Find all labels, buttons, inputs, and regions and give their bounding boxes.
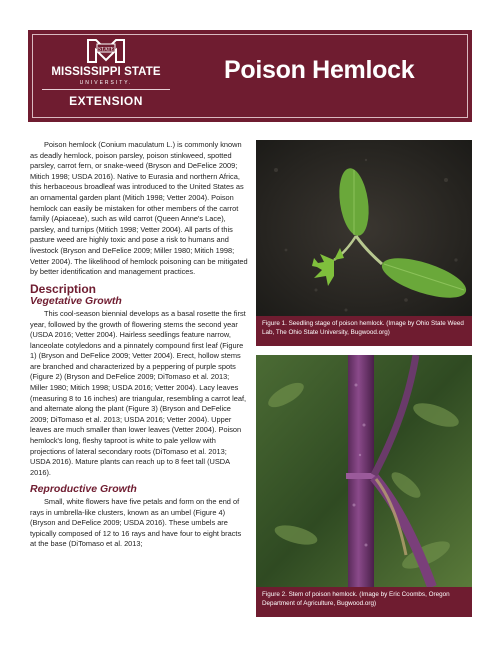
msu-extension-logo bbox=[38, 34, 174, 114]
vegetative-paragraph: This cool-season biennial develops as a basal rosette the first year, followed by the growth of flowering stems the second year (USDA 2016; Vetter 2004). Hairless seedlings feature narrow, lanceolate cotyledons and a pinnately compound first leaf (Figure 1) (Bryson and DeFelice 2009; Vetter 2004). Erect, hollow stems are branched and characterized by a peppering of purple spots (Figure 2) (Bryson and DeFelice 2009; DiTomaso et al. 2013; Miller 1980; Mitich 1998; USDA 2016; Vetter 2004). Lacy leaves (measuring 8 to 16 inches) are triangular, resembling a carrot leaf, and alternate along the plant (Figure 3) (Bryson and DeFelice 2009; DiTomaso et al. 2013; USDA 2016; Vetter 2004). Upper leaves are much smaller than lower leaves (Vetter 2004). Poison hemlock's long, fleshy taproot is white to pale yellow with projections of lateral secondary roots (DiTomaso et al. 2013; USDA 2016). Mature plants can reach up to 8 feet tall (USDA 2016). bbox=[30, 308, 247, 477]
figure-2-caption: Figure 2. Stem of poison hemlock. (Image by Eric Coombs, Oregon Department of Agriculture, Bugwood.org) bbox=[256, 587, 472, 617]
seedling-image-icon bbox=[256, 140, 472, 316]
heading-reproductive-growth: Reproductive Growth bbox=[30, 483, 137, 496]
figure-1-caption: Figure 1. Seedling stage of poison hemlock. (Image by Ohio State Weed Lab, The Ohio State University, Bugwood.org) bbox=[256, 316, 472, 346]
document-title: Poison Hemlock bbox=[224, 56, 415, 84]
header-banner bbox=[28, 30, 472, 122]
logo-extension-text: EXTENSION bbox=[69, 94, 143, 108]
logo-divider bbox=[42, 89, 170, 90]
logo-university-text: MISSISSIPPI STATE bbox=[51, 66, 161, 78]
logo-shield-text: STATE bbox=[97, 46, 115, 53]
heading-vegetative-growth: Vegetative Growth bbox=[30, 295, 122, 308]
msu-m-logo-icon bbox=[86, 38, 126, 64]
heading-description: Description bbox=[30, 281, 97, 296]
reproductive-paragraph: Small, white flowers have five petals and form on the end of rays in umbrella-like clusters, known as an umbel (Figure 4) (Bryson and DeFelice 2009; USDA 2016). These umbels are typically composed of 12 to 16 rays and have four to eight bracts at the base (DiTomaso et al. 2013; bbox=[30, 497, 242, 549]
figure-1-seedling-photo bbox=[256, 140, 472, 316]
main-text-column bbox=[30, 140, 248, 556]
intro-paragraph: Poison hemlock (Conium maculatum L.) is commonly known as deadly hemlock, poison parsley, poison stinkweed, spotted parsley, carrot fern, or snake-weed (Bryson and DeFelice 2009; Mitich 1998; USDA 2016). Native to Eurasia and northern Africa, this herbaceous broadleaf was introduced to the United States as an ornamental garden plant (Mitich 1998; Vetter 2004). Poison hemlock can easily be mistaken for other members of the carrot family (Apiaceae), such as wild carrot (Queen Anne's Lace), parsley, and turnips (Mitich 1998; Vetter 2004). All parts of this pasture weed are highly toxic and pose a risk to humans and livestock (Bryson and DeFelice 2009; Miller 1980; Mitich 1998; Vetter 2004). The likelihood of hemlock poisoning can be mitigated by better identification and management practices. bbox=[30, 140, 248, 277]
logo-subtitle-text: UNIVERSITY. bbox=[79, 80, 133, 86]
stem-image-icon bbox=[256, 355, 472, 587]
figure-2-stem-photo bbox=[256, 355, 472, 587]
